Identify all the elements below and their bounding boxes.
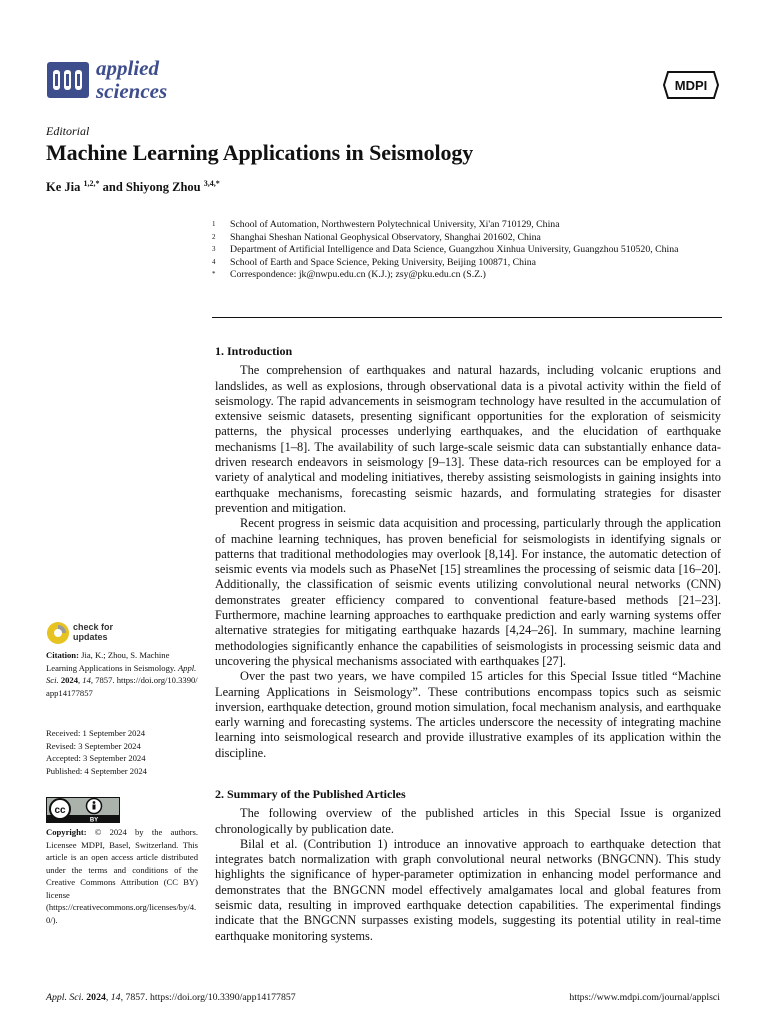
check-for-updates-line2: updates <box>73 632 108 642</box>
mdpi-logo-text: MDPI <box>674 78 708 93</box>
correspondence-mark: * <box>212 270 216 279</box>
check-for-updates-label <box>73 622 113 642</box>
footer-doi[interactable]: , 7857. https://doi.org/10.3390/app14177857 <box>120 992 296 1003</box>
affiliation-item <box>212 244 722 257</box>
journal-name-line1: applied <box>96 56 159 80</box>
mdpi-logo-icon <box>662 70 720 100</box>
citation-block: Citation: Jia, K.; Zhou, S. Machine Learning Applications in Seismology. Appl. Sci. 2024, 14, 7857. https://doi.org/10.3390/app14177857 <box>46 650 198 698</box>
svg-text:cc: cc <box>54 805 66 816</box>
check-for-updates-icon <box>46 621 70 645</box>
article-type: Editorial <box>46 124 90 138</box>
affiliation-number: 4 <box>212 257 216 266</box>
section-summary <box>215 787 721 944</box>
affiliation-number: 3 <box>212 245 216 254</box>
section-introduction <box>215 344 721 761</box>
affiliation-item <box>212 232 722 245</box>
publication-dates <box>46 727 198 777</box>
author-affiliation-marks: 3,4,* <box>203 179 220 188</box>
affiliation-text: Shanghai Sheshan National Geophysical Observatory, Shanghai 201602, China <box>230 231 541 243</box>
affiliations <box>212 219 722 282</box>
accepted-date: Accepted: 3 September 2024 <box>46 753 146 763</box>
citation-label: Citation: <box>46 650 79 660</box>
author-name: Shiyong Zhou <box>125 180 201 195</box>
correspondence <box>212 269 722 282</box>
correspondence-text: Correspondence: jk@nwpu.edu.cn (K.J.); zsy@pku.edu.cn (S.Z.) <box>230 269 486 281</box>
footer-journal: Appl. Sci. <box>46 992 84 1003</box>
cc-by-license-icon[interactable] <box>46 797 120 823</box>
copyright-label: Copyright: <box>46 827 87 837</box>
section-heading: 1. Introduction <box>215 344 293 358</box>
citation-doi-link[interactable]: https://doi.org/10.3390/app14177857 <box>46 675 198 698</box>
affiliation-number: 1 <box>212 220 216 228</box>
footer-year: 2024 <box>86 992 106 1003</box>
section-heading: 2. Summary of the Published Articles <box>215 787 406 801</box>
citation-journal: Appl. Sci. <box>46 662 197 685</box>
article-title: Machine Learning Applications in Seismology <box>46 140 474 165</box>
affiliation-item <box>212 219 722 232</box>
affiliation-item <box>212 257 722 270</box>
citation-year: 2024 <box>60 675 78 685</box>
journal-logo-icon <box>46 60 90 100</box>
revised-date: Revised: 3 September 2024 <box>46 740 141 751</box>
body-paragraph: Over the past two years, we have compiled 15 articles for this Special Issue titled “Machine Learning Applications in Seismology”. These contributions encompass topics such as seismic inversion, earthquake detection, ground motion simulation, focal mechanism analysis, and earthquake early warning and forecasting systems. The articles underscore the necessity of integrating machine learning into seismological research and provide illustrative examples of its application within the discipline. <box>215 669 721 760</box>
journal-name <box>96 57 167 103</box>
check-for-updates-badge[interactable] <box>46 621 126 645</box>
footer-citation: Appl. Sci. 2024, 14, 7857. https://doi.org/10.3390/app14177857 <box>46 992 296 1003</box>
body-paragraph: Recent progress in seismic data acquisition and processing, particularly through the application of machine learning techniques, has proven beneficial for seismologists in identifying signals or patterns that traditional methodologies may overlook [8,14]. For instance, the automatic detection of seismic events via models such as PhaseNet [15] streamlines the processing of seismic data [16–20]. Additionally, the classification of seismic events utilizing convolutional neural networks (CNN) demonstrates greater efficiency compared to conventional feature-based methods [21–23]. Furthermore, machine learning approaches to earthquake prediction and early warning systems offer alternative strategies for mitigating earthquake hazards [4,24–26]. In summary, machine learning methodologies significantly enhance the capabilities of seismologists in processing seismic data and uncovering the physical mechanisms associated with earthquakes [27]. <box>215 516 721 668</box>
citation-article-number: , 7857. <box>90 675 115 685</box>
author-name: Ke Jia <box>46 180 81 195</box>
author-conjunction: and <box>102 180 123 195</box>
body-paragraph: Bilal et al. (Contribution 1) introduce an innovative approach to earthquake detection that integrates batch normalization with graph convolutional neural networks (BNGCNN). This study highlights the significance of hyper-parameter optimization in enhancing model performance and demonstrates that the BNGCNN model effectively amalgamates local and global features from seismic data, resulting in improved earthquake detection capabilities. The experimental findings indicate that the BNGCNN surpasses existing models, suggesting its potential utility in real-time earthquake monitoring systems. <box>215 836 721 943</box>
body-paragraph: The following overview of the published articles in this Special Issue is organized chronologically by publication date. <box>215 806 721 836</box>
journal-name-line2: sciences <box>96 79 168 103</box>
author-affiliation-marks: 1,2,* <box>83 179 100 188</box>
affiliation-text: School of Automation, Northwestern Polytechnical University, Xi'an 710129, China <box>230 219 560 230</box>
received-date: Received: 1 September 2024 <box>46 728 146 738</box>
affiliation-number: 2 <box>212 232 216 241</box>
body-paragraph: The comprehension of earthquakes and natural hazards, including volcanic eruptions and landslides, as well as explosions, through observational data is a pivotal activity within the field of seismology. The rapid advancements in seismogram technology have resulted in the accumulation of extensive seismic datasets, presenting significant opportunities for the exploration of seismicity patterns, the physical processes underlying earthquakes, and the elucidation of earthquake mechanisms [1–8]. The availability of such large-scale seismic data can substantially enhance data-driven research endeavors in seismology [9–13]. These data-rich resources can be employed for a variety of analytical and modeling initiatives, thereby assisting seismologists in gaining insights into earthquake mechanisms, forecasting seismic hazards, and formulating strategies for disaster prevention and mitigation. <box>215 363 721 515</box>
affiliation-text: School of Earth and Space Science, Peking University, Beijing 100871, China <box>230 256 537 268</box>
citation-text: Jia, K.; Zhou, S. Machine Learning Applications in Seismology. <box>46 650 176 673</box>
published-date: Published: 4 September 2024 <box>46 765 147 776</box>
citation-volume: 14 <box>82 675 91 685</box>
footer-volume: 14 <box>110 992 121 1003</box>
header-divider <box>212 317 722 318</box>
check-for-updates-line1: check for <box>73 622 114 632</box>
cc-by-label: BY <box>89 817 99 823</box>
affiliation-text: Department of Artificial Intelligence and Data Science, Guangzhou Xinhua University, Guangzhou 510520, China <box>230 244 679 256</box>
footer-journal-url[interactable]: https://www.mdpi.com/journal/applsci <box>569 992 720 1003</box>
author-list <box>46 179 220 195</box>
copyright-text: © 2024 by the authors. Licensee MDPI, Basel, Switzerland. This article is an open access article distributed under the terms and conditions of the Creative Commons Attribution (CC BY) license (https://creativecommons.org/licenses/by/4.0/). <box>46 827 198 925</box>
copyright-block <box>46 826 198 926</box>
